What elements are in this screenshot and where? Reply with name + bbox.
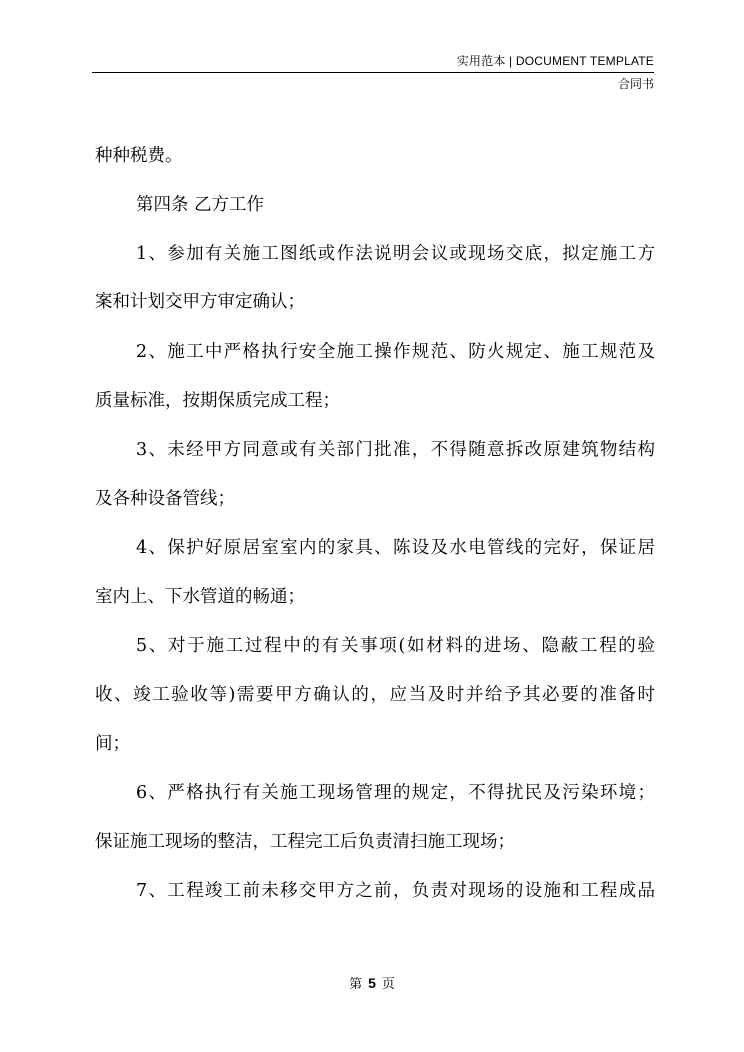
body-line: 收、竣工验收等)需要甲方确认的，应当及时并给予其必要的准备时	[95, 685, 655, 705]
footer-suffix: 页	[381, 977, 395, 992]
body-line: 及各种设备管线；	[95, 489, 235, 509]
page-footer	[0, 975, 744, 993]
body-line: 6、严格执行有关施工现场管理的规定，不得扰民及污染环境；	[136, 783, 655, 803]
body-line: 5、对于施工过程中的有关事项(如材料的进场、隐蔽工程的验	[136, 636, 655, 656]
body-line: 2、施工中严格执行安全施工操作规范、防火规定、施工规范及	[136, 342, 655, 362]
body-line: 1、参加有关施工图纸或作法说明会议或现场交底，拟定施工方	[136, 244, 655, 264]
body-line: 7、工程竣工前未移交甲方之前，负责对现场的设施和工程成品	[136, 881, 655, 901]
document-body	[95, 132, 655, 916]
body-line: 质量标准，按期保质完成工程；	[95, 391, 340, 411]
header-divider	[92, 72, 654, 73]
body-line: 间；	[95, 734, 130, 754]
body-line: 室内上、下水管道的畅通；	[95, 587, 305, 607]
header-subtitle: 合同书	[617, 77, 654, 91]
footer-prefix: 第	[349, 977, 363, 992]
body-line: 种种税费。	[95, 146, 183, 166]
body-line: 案和计划交甲方审定确认；	[95, 292, 305, 312]
body-line: 3、未经甲方同意或有关部门批准，不得随意拆改原建筑物结构	[136, 440, 655, 460]
header-title: 实用范本 | DOCUMENT TEMPLATE	[456, 54, 654, 68]
article-heading: 第四条 乙方工作	[136, 195, 265, 215]
page-number: 5	[368, 975, 376, 991]
body-line: 4、保护好原居室室内的家具、陈设及水电管线的完好，保证居	[136, 538, 655, 558]
body-line: 保证施工现场的整洁，工程完工后负责清扫施工现场；	[95, 832, 515, 852]
